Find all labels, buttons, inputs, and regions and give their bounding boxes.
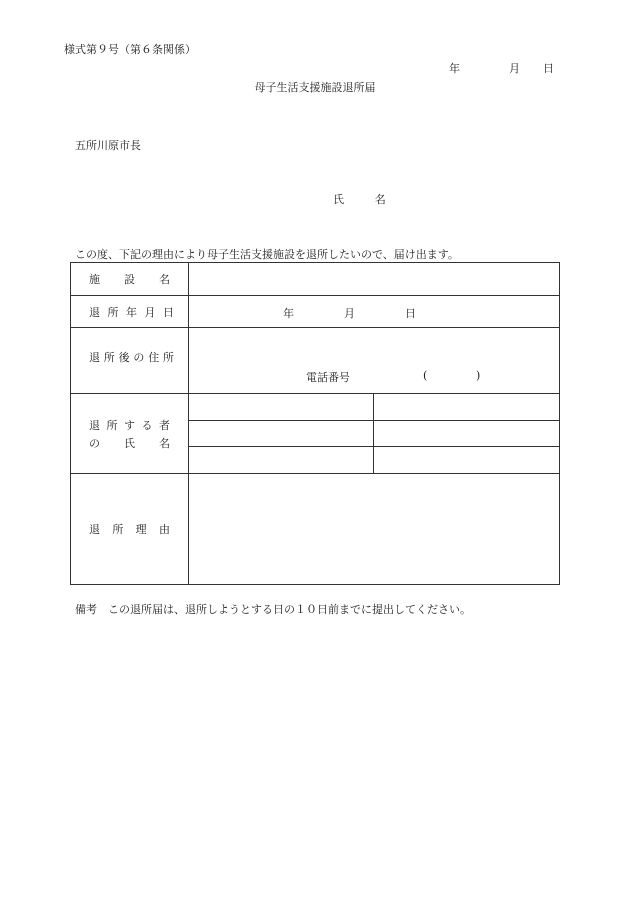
applicant-name-label: 氏 名 (333, 193, 396, 206)
reason-row (71, 474, 560, 585)
facility-label: 施 設 名 (71, 263, 189, 296)
reason-label: 退 所 理 由 (71, 474, 189, 585)
date-month-label: 月 (509, 62, 520, 75)
exit-form-table (70, 262, 560, 585)
person-name-field-1a[interactable] (189, 394, 374, 421)
intro-text: この度、下記の理由により母子生活支援施設を退所したいので、届け出ます。 (75, 248, 459, 261)
phone-open-paren: ( (423, 369, 428, 382)
address-row (71, 328, 560, 394)
person-name-field-2a[interactable] (189, 421, 374, 447)
document-title: 母子生活支援施設退所届 (254, 81, 376, 94)
exit-date-label: 退 所 年 月 日 (71, 296, 189, 328)
person-name-field-2b[interactable] (374, 421, 560, 447)
exit-month-unit: 月 (344, 306, 355, 320)
date-year-label: 年 (449, 62, 460, 75)
person-name-field-3b[interactable] (374, 447, 560, 474)
form-number: 様式第９号（第６条関係） (64, 43, 196, 56)
address-label: 退 所 後 の 住 所 (71, 328, 189, 394)
exit-date-field[interactable] (189, 296, 560, 328)
persons-label: 退 所 す る 者 の 氏 名 (71, 394, 189, 474)
addressee: 五所川原市長 (75, 139, 141, 152)
exit-day-unit: 日 (405, 306, 416, 320)
exit-date-row (71, 296, 560, 328)
date-day-label: 日 (543, 62, 554, 75)
person-name-field-1b[interactable] (374, 394, 560, 421)
persons-row-1 (71, 394, 560, 421)
phone-label: 電話番号 (306, 371, 350, 384)
reason-field[interactable] (189, 474, 560, 585)
facility-field[interactable] (189, 263, 560, 296)
phone-close-paren: ) (476, 369, 481, 382)
facility-row (71, 263, 560, 296)
remarks-note: 備考 この退所届は、退所しようとする日の１０日前までに提出してください。 (75, 603, 471, 616)
address-field[interactable] (189, 328, 560, 394)
exit-year-unit: 年 (283, 306, 294, 320)
person-name-field-3a[interactable] (189, 447, 374, 474)
